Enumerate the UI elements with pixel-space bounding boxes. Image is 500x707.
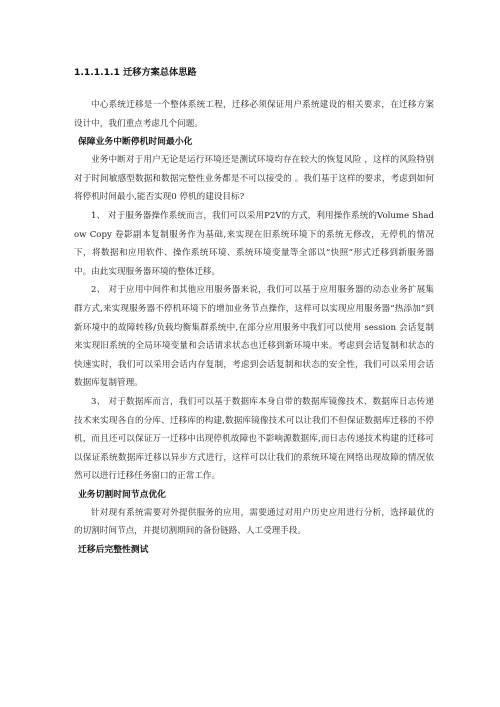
intro-paragraph: 中心系统迁移是一个整体系统工程，迁移必须保证用户系统建设的相关要求，在迁移方案设计中，我们重点考虑几个问题。 [74,100,434,129]
paragraph-cutover: 针对现有系统需要对外提供服务的应用，需要通过对用户历史应用进行分析，选择最优的的切割时间节点，并提切割期间的备份链路、人工受理手段。 [74,507,434,537]
document-body [74,66,434,559]
paragraph-server-os: 1、 对于服务器操作系统而言，我们可以采用P2V的方式，利用操作系统的Volume Shadow Copy 卷影副本复制服务作为基础,来实现在旧系统环境下的系统无修改，无停机的情况下，将数据和应用软件、操作系统环境、系统环境变量等全部以“快照”形式迁移到新服务器中。由此实现服务器环境的整体迁移。 [74,210,434,277]
paragraph-database: 3、 对于数据库而言，我们可以基于数据库本身自带的数据库镜像技术、数据库日志传递技术来实现各自的分库、迁移库的构建,数据库镜像技术可以让我们不但保证数据库迁移的不停机，而且还可以保证万一迁移中出现停机故障也不影响源数据库,而日志传递技术构建的迁移可以保证系统数据库迁移以异步方式进行，这样可以让我们的系统环境在网络出现故障的情况依然可以进行迁移任务窗口的正常工作。 [74,396,434,482]
heading-minimize-downtime: 保障业务中断停机时间最小化 [78,137,193,148]
heading-post-migration-test: 迁移后完整性测试 [78,545,149,556]
section-title: 1.1.1.1.1 迁移方案总体思路 [74,67,197,78]
paragraph-middleware: 2、 对于应用中间件和其他应用服务器来说，我们可以基于应用服务器的动态业务扩展集群方式,来实现服务器不停机环境下的增加业务节点操作，这样可以实现应用服务器“热添加”到新环境中的故障转移/负载均衡集群系统中,在部分应用服务中我们可以使用 session 会话复制来实现旧系统的全局环境变量和会话请求状态也迁移到新环境中来。考虑到会话复制和状态的快速实时，我们可以采用会话内存复制，考虑到会话复制和状态的安全性，我们可以采用会话数据库复制管理。 [74,285,434,389]
heading-cutover-timing: 业务切割时间节点优化 [78,489,166,500]
paragraph-downtime-risk: 业务中断对于用户无论是运行环境还是测试环境均存在较大的恢复风险 ，这样的风险特别对于时间敏感型数据和数据完整性业务都是不可以接受的 。我们基于这样的要求，考虑到如何将停机时间最小,能否实现0 停机的建设目标? [74,155,434,203]
